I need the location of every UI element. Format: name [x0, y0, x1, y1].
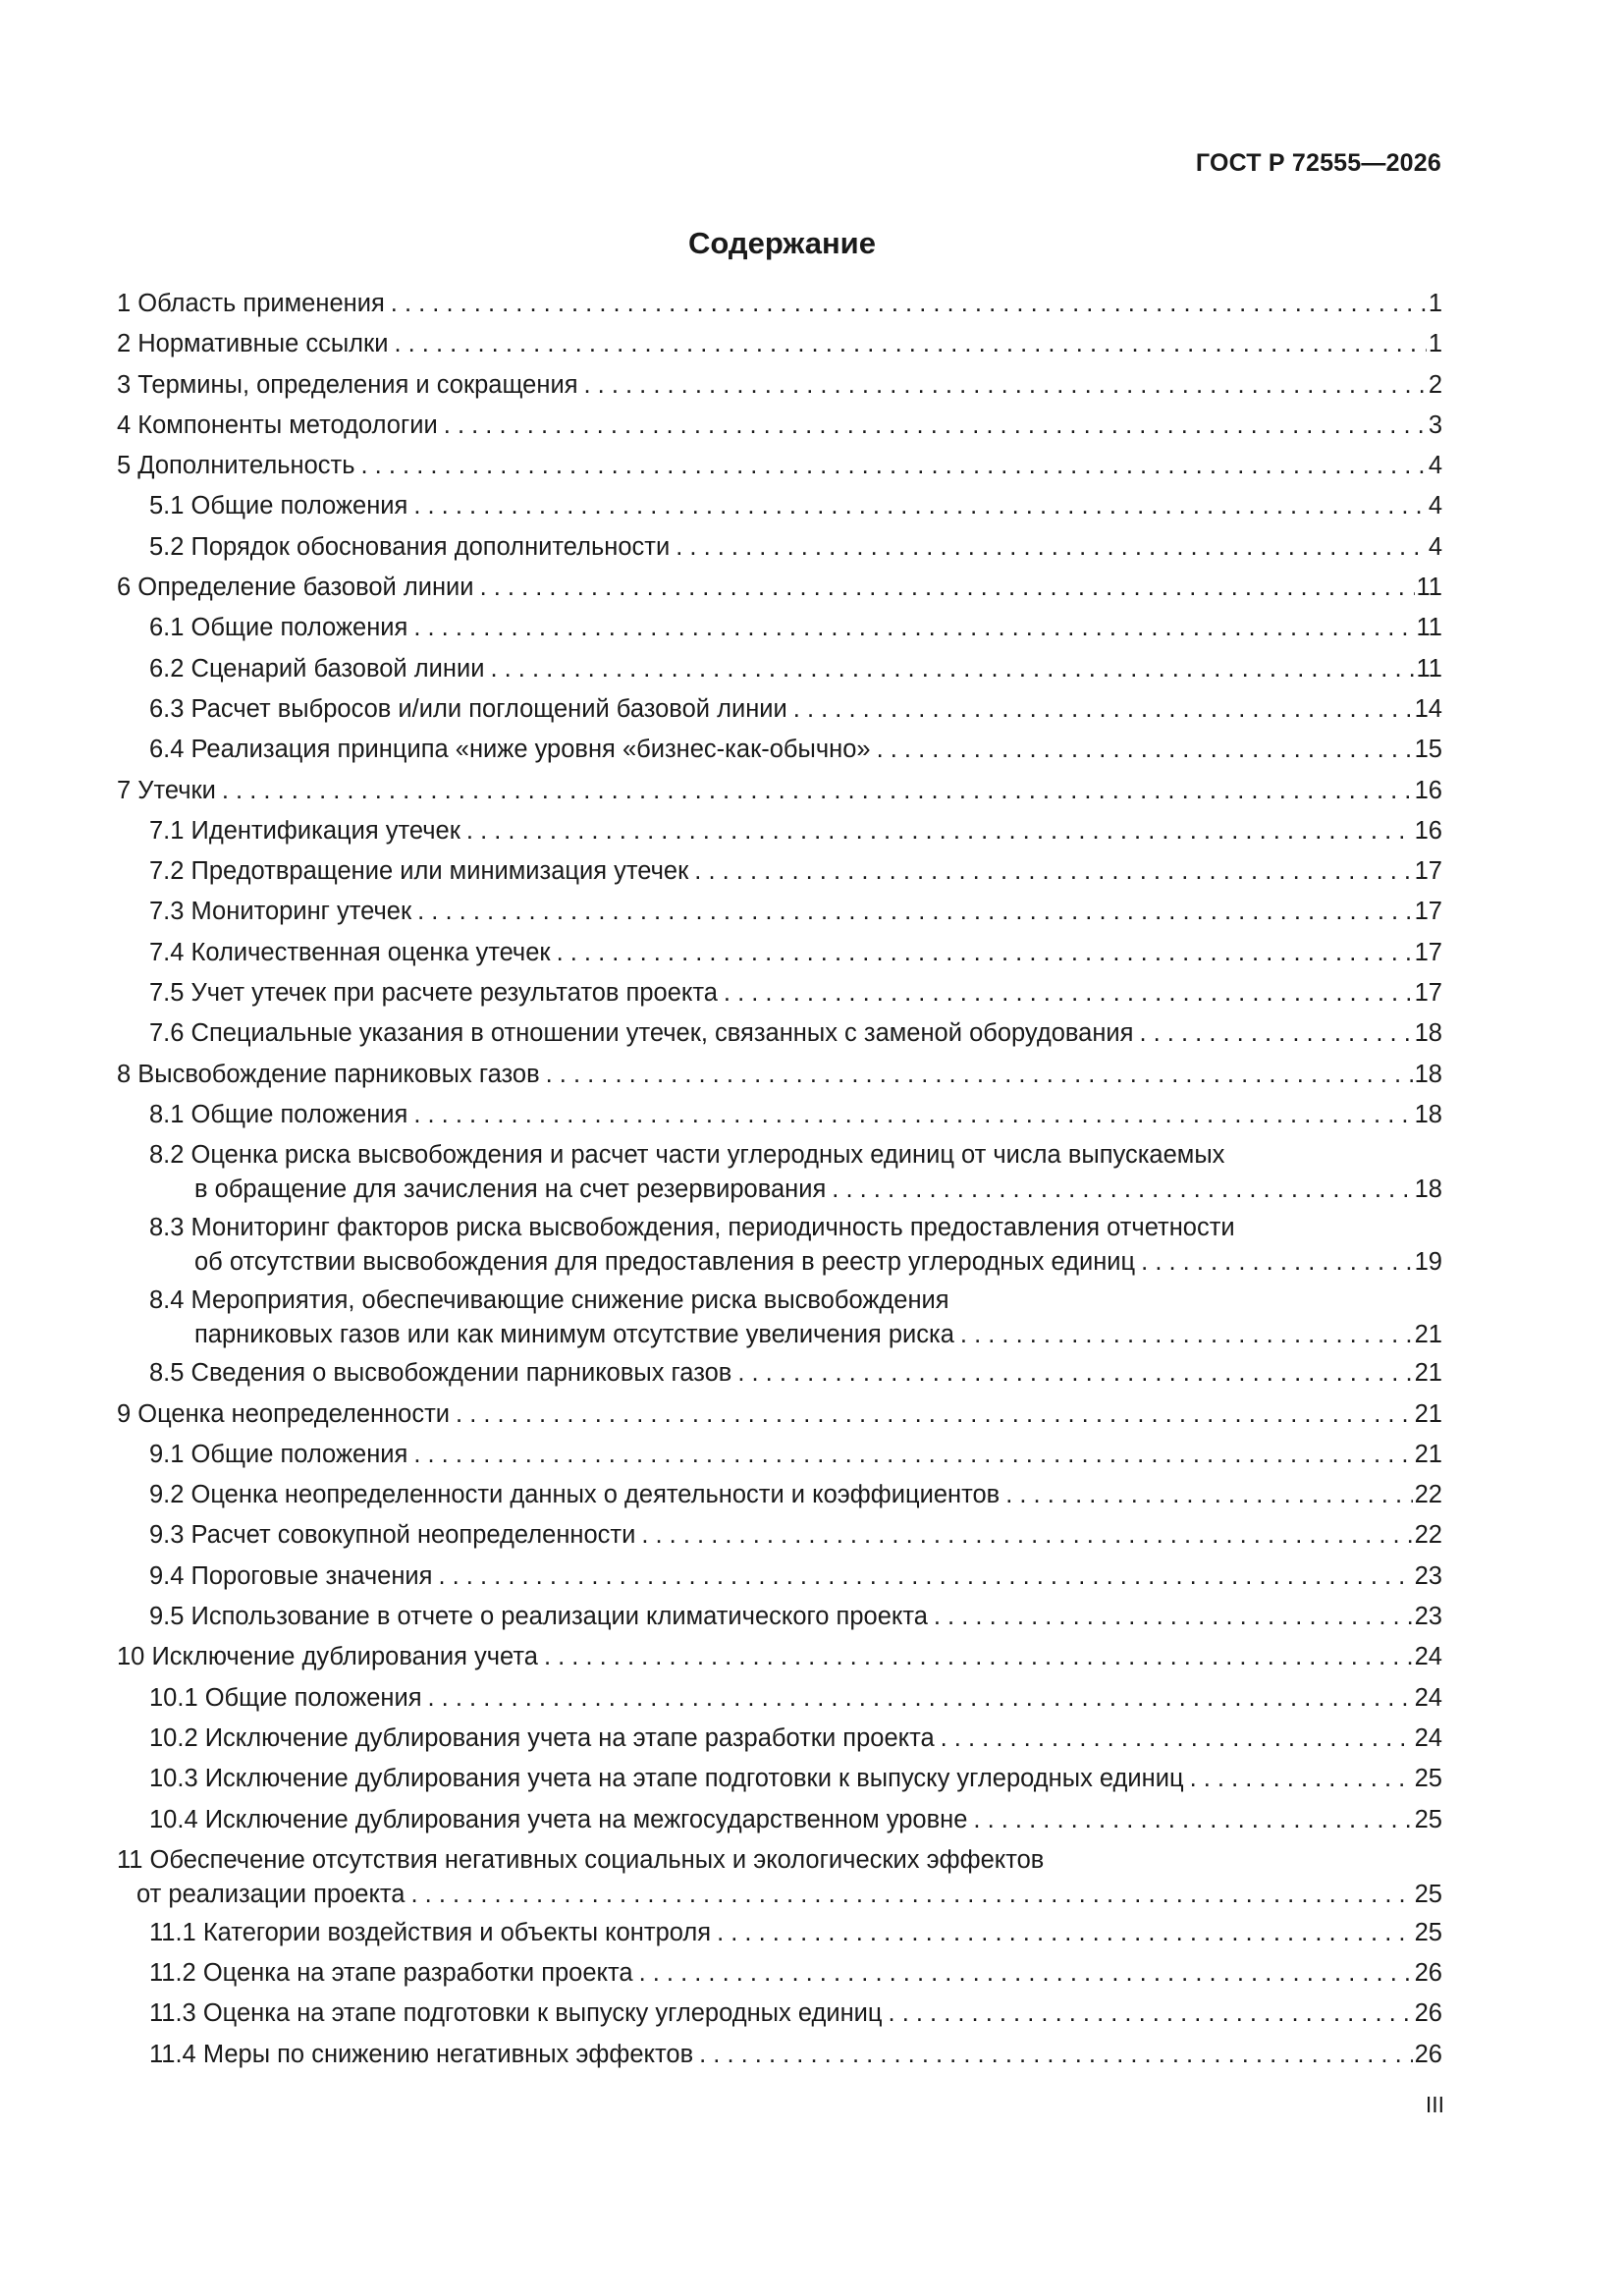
toc-leader-dots	[394, 324, 1426, 364]
toc-entry[interactable]	[117, 446, 1442, 486]
toc-entry-label: 10.1 Общие положения	[149, 1683, 422, 1712]
toc-entry-label: 8 Высвобождение парниковых газов	[117, 1060, 540, 1088]
toc-leader-dots	[877, 730, 1413, 770]
toc-leader-dots	[1190, 1759, 1413, 1799]
toc-leader-dots	[641, 1515, 1412, 1556]
toc-leader-dots	[413, 486, 1426, 526]
toc-entry-label: 10.4 Исключение дублирования учета на межгосударственном уровне	[149, 1805, 968, 1833]
toc-entry-label: 9.4 Пороговые значения	[149, 1561, 433, 1590]
toc-leader-dots	[417, 892, 1412, 932]
toc-page-number: 23	[1414, 1561, 1442, 1590]
toc-entry[interactable]	[117, 730, 1442, 770]
toc-leader-dots	[724, 973, 1413, 1013]
toc-page-number: 4	[1428, 452, 1442, 480]
toc-entry[interactable]	[117, 568, 1442, 608]
toc-page-number: 1	[1428, 290, 1442, 317]
toc-entry[interactable]	[117, 1678, 1442, 1719]
page-title: Содержание	[688, 226, 876, 260]
toc-entry[interactable]	[117, 608, 1442, 648]
toc-entry-label: 8.1 Общие положения	[149, 1100, 408, 1128]
toc-entry-label: 9 Оценка неопределенности	[117, 1399, 451, 1428]
toc-page-number: 11	[1416, 574, 1442, 602]
toc-page-number: 18	[1414, 1019, 1442, 1048]
toc-entry-label: 6.4 Реализация принципа «ниже уровня «бизнес-как-обычно»	[149, 736, 871, 764]
toc-entry[interactable]	[117, 1597, 1442, 1637]
toc-entry[interactable]	[117, 1208, 1442, 1281]
toc-entry-label: 11.4 Меры по снижению негативных эффектов	[149, 2040, 694, 2068]
toc-leader-dots	[1141, 1243, 1412, 1281]
toc-entry[interactable]	[117, 1759, 1442, 1799]
toc-leader-dots	[413, 1095, 1412, 1135]
toc-entry[interactable]	[117, 1353, 1442, 1394]
toc-leader-dots	[941, 1719, 1413, 1759]
toc-page-number: 16	[1414, 816, 1442, 845]
toc-entry[interactable]	[117, 324, 1442, 364]
toc-leader-dots	[694, 851, 1412, 892]
toc-entry-label-continued: в обращение для зачисления на счет резервирования	[194, 1175, 827, 1204]
toc-leader-dots	[717, 1913, 1413, 1953]
toc-leader-dots	[391, 284, 1427, 324]
toc-entry[interactable]	[117, 1013, 1442, 1054]
toc-leader-dots	[960, 1316, 1413, 1353]
toc-entry[interactable]	[117, 406, 1442, 446]
toc-page-number: 24	[1414, 1683, 1442, 1712]
toc-leader-dots	[1005, 1475, 1412, 1515]
toc-entry[interactable]	[117, 1994, 1442, 2034]
toc-page-number: 21	[1414, 1399, 1442, 1428]
toc-entry-label: 7.6 Специальные указания в отношении утечек, связанных с заменой оборудования	[149, 1019, 1134, 1048]
toc-entry-label: 9.2 Оценка неопределенности данных о деятельности и коэффициентов	[149, 1481, 1001, 1509]
toc-page-number: 17	[1414, 979, 1442, 1008]
toc-entry-label: 8.5 Сведения о высвобождении парниковых газов	[149, 1359, 732, 1388]
toc-entry-label: 7 Утечки	[117, 776, 216, 804]
toc-page-number: 25	[1414, 1805, 1442, 1833]
toc-page-number: 24	[1414, 1643, 1442, 1671]
toc-leader-dots	[973, 1800, 1412, 1840]
toc-leader-dots	[438, 1557, 1412, 1597]
toc-entry[interactable]	[117, 892, 1442, 932]
toc-entry-label: 9.1 Общие положения	[149, 1440, 408, 1468]
toc-page-number: 26	[1414, 1999, 1442, 2028]
toc-entry-label: 6 Определение базовой линии	[117, 574, 474, 602]
toc-entry[interactable]	[117, 1800, 1442, 1840]
toc-entry[interactable]	[117, 1719, 1442, 1759]
page-number: III	[1425, 2092, 1444, 2117]
toc-leader-dots	[456, 1394, 1413, 1435]
toc-entry-label: 10.2 Исключение дублирования учета на этапе разработки проекта	[149, 1723, 935, 1752]
toc-entry-label: 11.2 Оценка на этапе разработки проекта	[149, 1959, 633, 1988]
toc-leader-dots	[889, 1994, 1413, 2034]
toc-leader-dots	[410, 1876, 1412, 1913]
toc-entry-label: 10.3 Исключение дублирования учета на этапе подготовки к выпуску углеродных единиц	[149, 1765, 1184, 1793]
toc-entry-label: 8.2 Оценка риска высвобождения и расчет части углеродных единиц от числа выпускаемых	[149, 1141, 1225, 1170]
toc-entry-label-continued: об отсутствии высвобождения для предоставления в реестр углеродных единиц	[194, 1248, 1136, 1277]
toc-entry[interactable]	[117, 771, 1442, 811]
toc-page-number: 2	[1428, 370, 1442, 399]
toc-page-number: 25	[1414, 1880, 1442, 1908]
toc-leader-dots	[222, 771, 1413, 811]
toc-page-number: 14	[1414, 694, 1442, 723]
toc-entry[interactable]	[117, 486, 1442, 526]
toc-entry-label: 9.3 Расчет совокупной неопределенности	[149, 1521, 636, 1550]
toc-entry[interactable]	[117, 365, 1442, 406]
toc-entry-label: 7.2 Предотвращение или минимизация утечек	[149, 857, 689, 886]
toc-leader-dots	[1139, 1013, 1412, 1054]
toc-page-number: 16	[1414, 776, 1442, 804]
toc-page-number: 19	[1414, 1248, 1442, 1277]
toc-leader-dots	[413, 1435, 1412, 1475]
toc-entry[interactable]	[117, 1394, 1442, 1435]
document-code: ГОСТ Р 72555—2026	[1195, 149, 1441, 177]
toc-leader-dots	[793, 689, 1413, 730]
toc-page-number: 1	[1428, 330, 1442, 358]
toc-leader-dots	[361, 446, 1427, 486]
toc-page-number: 21	[1414, 1359, 1442, 1388]
toc-entry[interactable]	[117, 1557, 1442, 1597]
toc-leader-dots	[676, 527, 1427, 568]
toc-entry-label: 2 Нормативные ссылки	[117, 330, 389, 358]
toc-leader-dots	[557, 933, 1413, 973]
toc-page-number: 24	[1414, 1723, 1442, 1752]
toc-page-number: 18	[1414, 1175, 1442, 1204]
toc-leader-dots	[639, 1953, 1413, 1994]
table-of-contents	[117, 284, 1442, 2075]
toc-leader-dots	[584, 365, 1427, 406]
toc-leader-dots	[546, 1055, 1413, 1095]
toc-entry-label: 5.1 Общие положения	[149, 492, 408, 520]
toc-entry[interactable]	[117, 1953, 1442, 1994]
toc-entry-label: 11 Обеспечение отсутствия негативных социальных и экологических эффектов	[117, 1845, 1045, 1874]
toc-page-number: 4	[1428, 532, 1442, 561]
toc-leader-dots	[544, 1637, 1413, 1677]
toc-leader-dots	[413, 608, 1414, 648]
toc-entry-label: 7.4 Количественная оценка утечек	[149, 938, 551, 966]
toc-page-number: 18	[1414, 1100, 1442, 1128]
toc-entry[interactable]	[117, 284, 1442, 324]
toc-entry[interactable]	[117, 2035, 1442, 2075]
toc-page-number: 11	[1416, 614, 1442, 642]
toc-page-number: 21	[1414, 1321, 1442, 1349]
toc-page-number: 17	[1414, 857, 1442, 886]
toc-entry-label: 6.2 Сценарий базовой линии	[149, 654, 485, 683]
toc-page-number: 22	[1414, 1481, 1442, 1509]
toc-page-number: 11	[1416, 654, 1442, 683]
toc-entry[interactable]	[117, 527, 1442, 568]
toc-entry[interactable]	[117, 973, 1442, 1013]
toc-leader-dots	[480, 568, 1415, 608]
toc-entry-label-continued: от реализации проекта	[136, 1880, 406, 1908]
toc-entry[interactable]	[117, 933, 1442, 973]
toc-page-number: 17	[1414, 898, 1442, 926]
toc-entry-label: 1 Область применения	[117, 290, 385, 317]
toc-entry-label: 11.3 Оценка на этапе подготовки к выпуску углеродных единиц	[149, 1999, 883, 2028]
toc-page-number: 25	[1414, 1918, 1442, 1946]
toc-page-number: 18	[1414, 1060, 1442, 1088]
toc-leader-dots	[699, 2035, 1413, 2075]
toc-entry[interactable]	[117, 1055, 1442, 1095]
toc-entry-label: 8.3 Мониторинг факторов риска высвобождения, периодичность предоставления отчетности	[149, 1214, 1235, 1242]
toc-page-number: 17	[1414, 938, 1442, 966]
toc-entry[interactable]	[117, 1095, 1442, 1135]
toc-entry[interactable]	[117, 1913, 1442, 1953]
toc-entry-label: 6.1 Общие положения	[149, 614, 408, 642]
toc-leader-dots	[444, 406, 1427, 446]
toc-page-number: 23	[1414, 1603, 1442, 1631]
toc-entry[interactable]	[117, 1637, 1442, 1677]
toc-entry[interactable]	[117, 1840, 1442, 1913]
toc-leader-dots	[428, 1678, 1413, 1719]
toc-page-number: 3	[1428, 410, 1442, 439]
toc-entry-label: 5.2 Порядок обоснования дополнительности	[149, 532, 671, 561]
toc-entry-label: 3 Термины, определения и сокращения	[117, 370, 578, 399]
toc-page-number: 26	[1414, 2040, 1442, 2068]
toc-page-number: 15	[1414, 736, 1442, 764]
toc-page-number: 22	[1414, 1521, 1442, 1550]
toc-entry-label: 8.4 Мероприятия, обеспечивающие снижение риска высвобождения	[149, 1286, 949, 1315]
toc-leader-dots	[832, 1171, 1412, 1208]
toc-entry[interactable]	[117, 649, 1442, 689]
toc-entry-label: 11.1 Категории воздействия и объекты контроля	[149, 1918, 712, 1946]
toc-entry[interactable]	[117, 1515, 1442, 1556]
toc-entry[interactable]	[117, 811, 1442, 851]
toc-leader-dots	[466, 811, 1413, 851]
toc-leader-dots	[490, 649, 1414, 689]
toc-entry-label: 5 Дополнительность	[117, 452, 355, 480]
toc-entry-label: 10 Исключение дублирования учета	[117, 1643, 538, 1671]
toc-entry-label: 4 Компоненты методологии	[117, 410, 438, 439]
toc-entry[interactable]	[117, 851, 1442, 892]
toc-page-number: 25	[1414, 1765, 1442, 1793]
toc-entry-label: 7.5 Учет утечек при расчете результатов проекта	[149, 979, 718, 1008]
toc-page-number: 21	[1414, 1440, 1442, 1468]
toc-entry-label: 7.3 Мониторинг утечек	[149, 898, 412, 926]
toc-entry[interactable]	[117, 1135, 1442, 1208]
toc-entry[interactable]	[117, 1435, 1442, 1475]
toc-entry-label: 7.1 Идентификация утечек	[149, 816, 460, 845]
toc-page-number: 26	[1414, 1959, 1442, 1988]
toc-entry[interactable]	[117, 689, 1442, 730]
toc-leader-dots	[934, 1597, 1413, 1637]
toc-entry-label-continued: парниковых газов или как минимум отсутствие увеличения риска	[194, 1321, 954, 1349]
toc-entry[interactable]	[117, 1475, 1442, 1515]
toc-entry-label: 9.5 Использование в отчете о реализации климатического проекта	[149, 1603, 928, 1631]
toc-entry-label: 6.3 Расчет выбросов и/или поглощений базовой линии	[149, 694, 787, 723]
toc-page-number: 4	[1428, 492, 1442, 520]
toc-leader-dots	[737, 1353, 1412, 1394]
toc-entry[interactable]	[117, 1281, 1442, 1353]
